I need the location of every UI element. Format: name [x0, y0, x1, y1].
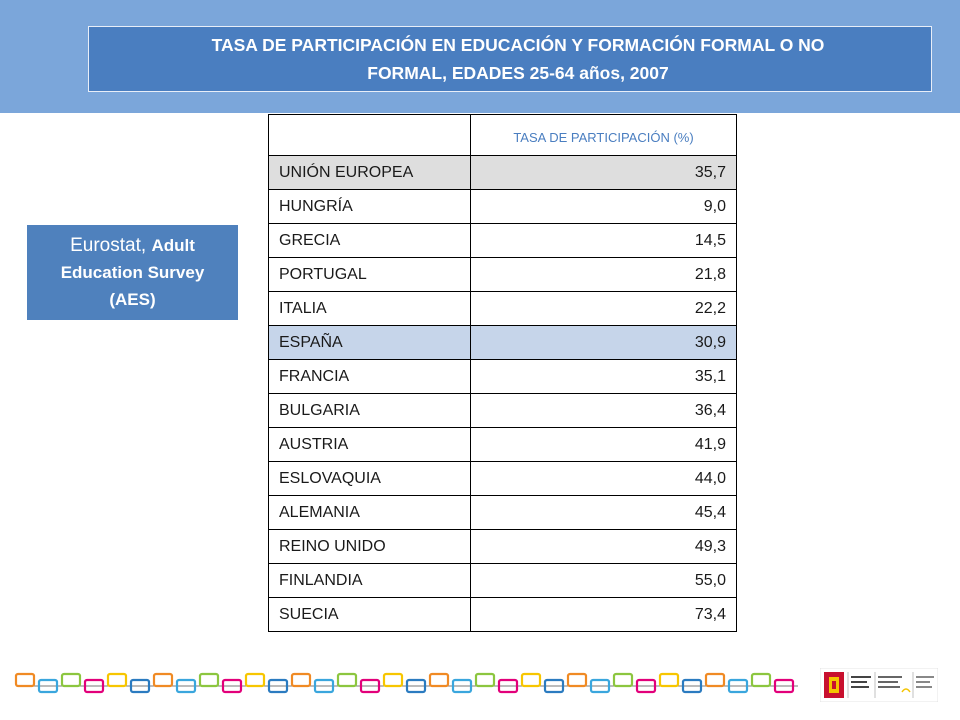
chain-link — [568, 674, 586, 686]
source-adult: Adult — [151, 236, 195, 255]
rate-value-cell: 41,9 — [471, 428, 737, 462]
chain-link — [430, 674, 448, 686]
rate-value-cell: 36,4 — [471, 394, 737, 428]
country-cell: BULGARIA — [269, 394, 471, 428]
table-row — [269, 462, 737, 496]
table-corner-cell — [269, 115, 471, 156]
rate-value-cell: 9,0 — [471, 190, 737, 224]
table-row — [269, 258, 737, 292]
table-body — [269, 156, 737, 632]
country-cell: ESLOVAQUIA — [269, 462, 471, 496]
rate-value-cell: 35,7 — [471, 156, 737, 190]
country-cell: FINLANDIA — [269, 564, 471, 598]
chain-link — [706, 674, 724, 686]
table-row — [269, 428, 737, 462]
rate-value-cell: 35,1 — [471, 360, 737, 394]
chain-link — [246, 674, 264, 686]
rate-value-cell: 73,4 — [471, 598, 737, 632]
participation-table — [268, 114, 737, 632]
rate-value-cell: 45,4 — [471, 496, 737, 530]
chain-link — [292, 674, 310, 686]
table-header-row — [269, 115, 737, 156]
chain-link — [200, 674, 218, 686]
country-cell: ITALIA — [269, 292, 471, 326]
rate-value-cell: 21,8 — [471, 258, 737, 292]
chain-link — [660, 674, 678, 686]
gobierno-de-espana-logo — [820, 668, 938, 702]
country-cell: ALEMANIA — [269, 496, 471, 530]
title-box — [88, 26, 932, 92]
source-eurostat: Eurostat, — [70, 235, 147, 256]
table-row — [269, 156, 737, 190]
country-cell: FRANCIA — [269, 360, 471, 394]
chain-link — [338, 674, 356, 686]
country-cell: GRECIA — [269, 224, 471, 258]
chain-link — [752, 674, 770, 686]
chain-link — [154, 674, 172, 686]
chain-link — [16, 674, 34, 686]
page-title — [156, 31, 865, 87]
table-row — [269, 224, 737, 258]
rate-value-cell: 14,5 — [471, 224, 737, 258]
rate-value-cell: 44,0 — [471, 462, 737, 496]
rate-value-cell: 55,0 — [471, 564, 737, 598]
table-row — [269, 326, 737, 360]
table-row — [269, 496, 737, 530]
title-line-1: TASA DE PARTICIPACIÓN EN EDUCACIÓN Y FORMACIÓN FORMAL O NO — [211, 35, 825, 55]
chain-link — [108, 674, 126, 686]
chain-link — [384, 674, 402, 686]
source-box — [27, 225, 238, 320]
country-cell: HUNGRÍA — [269, 190, 471, 224]
source-line-1 — [70, 232, 195, 259]
rate-value-cell: 49,3 — [471, 530, 737, 564]
source-line-3: (AES) — [109, 290, 156, 309]
table-row — [269, 530, 737, 564]
rate-value-cell: 30,9 — [471, 326, 737, 360]
rate-value-cell: 22,2 — [471, 292, 737, 326]
chain-decoration — [10, 664, 800, 704]
chain-link — [476, 674, 494, 686]
country-cell: UNIÓN EUROPEA — [269, 156, 471, 190]
country-cell: REINO UNIDO — [269, 530, 471, 564]
table-row — [269, 360, 737, 394]
table-row — [269, 564, 737, 598]
table-row — [269, 394, 737, 428]
country-cell: SUECIA — [269, 598, 471, 632]
table-row — [269, 292, 737, 326]
country-cell: AUSTRIA — [269, 428, 471, 462]
chain-link — [62, 674, 80, 686]
source-line-2: Education Survey — [60, 263, 205, 282]
title-line-2: FORMAL, EDADES 25-64 años, 2007 — [367, 63, 669, 83]
table-row — [269, 190, 737, 224]
country-cell: ESPAÑA — [269, 326, 471, 360]
chain-link — [614, 674, 632, 686]
column-header: TASA DE PARTICIPACIÓN (%) — [471, 115, 737, 156]
table-row — [269, 598, 737, 632]
country-cell: PORTUGAL — [269, 258, 471, 292]
chain-link — [522, 674, 540, 686]
